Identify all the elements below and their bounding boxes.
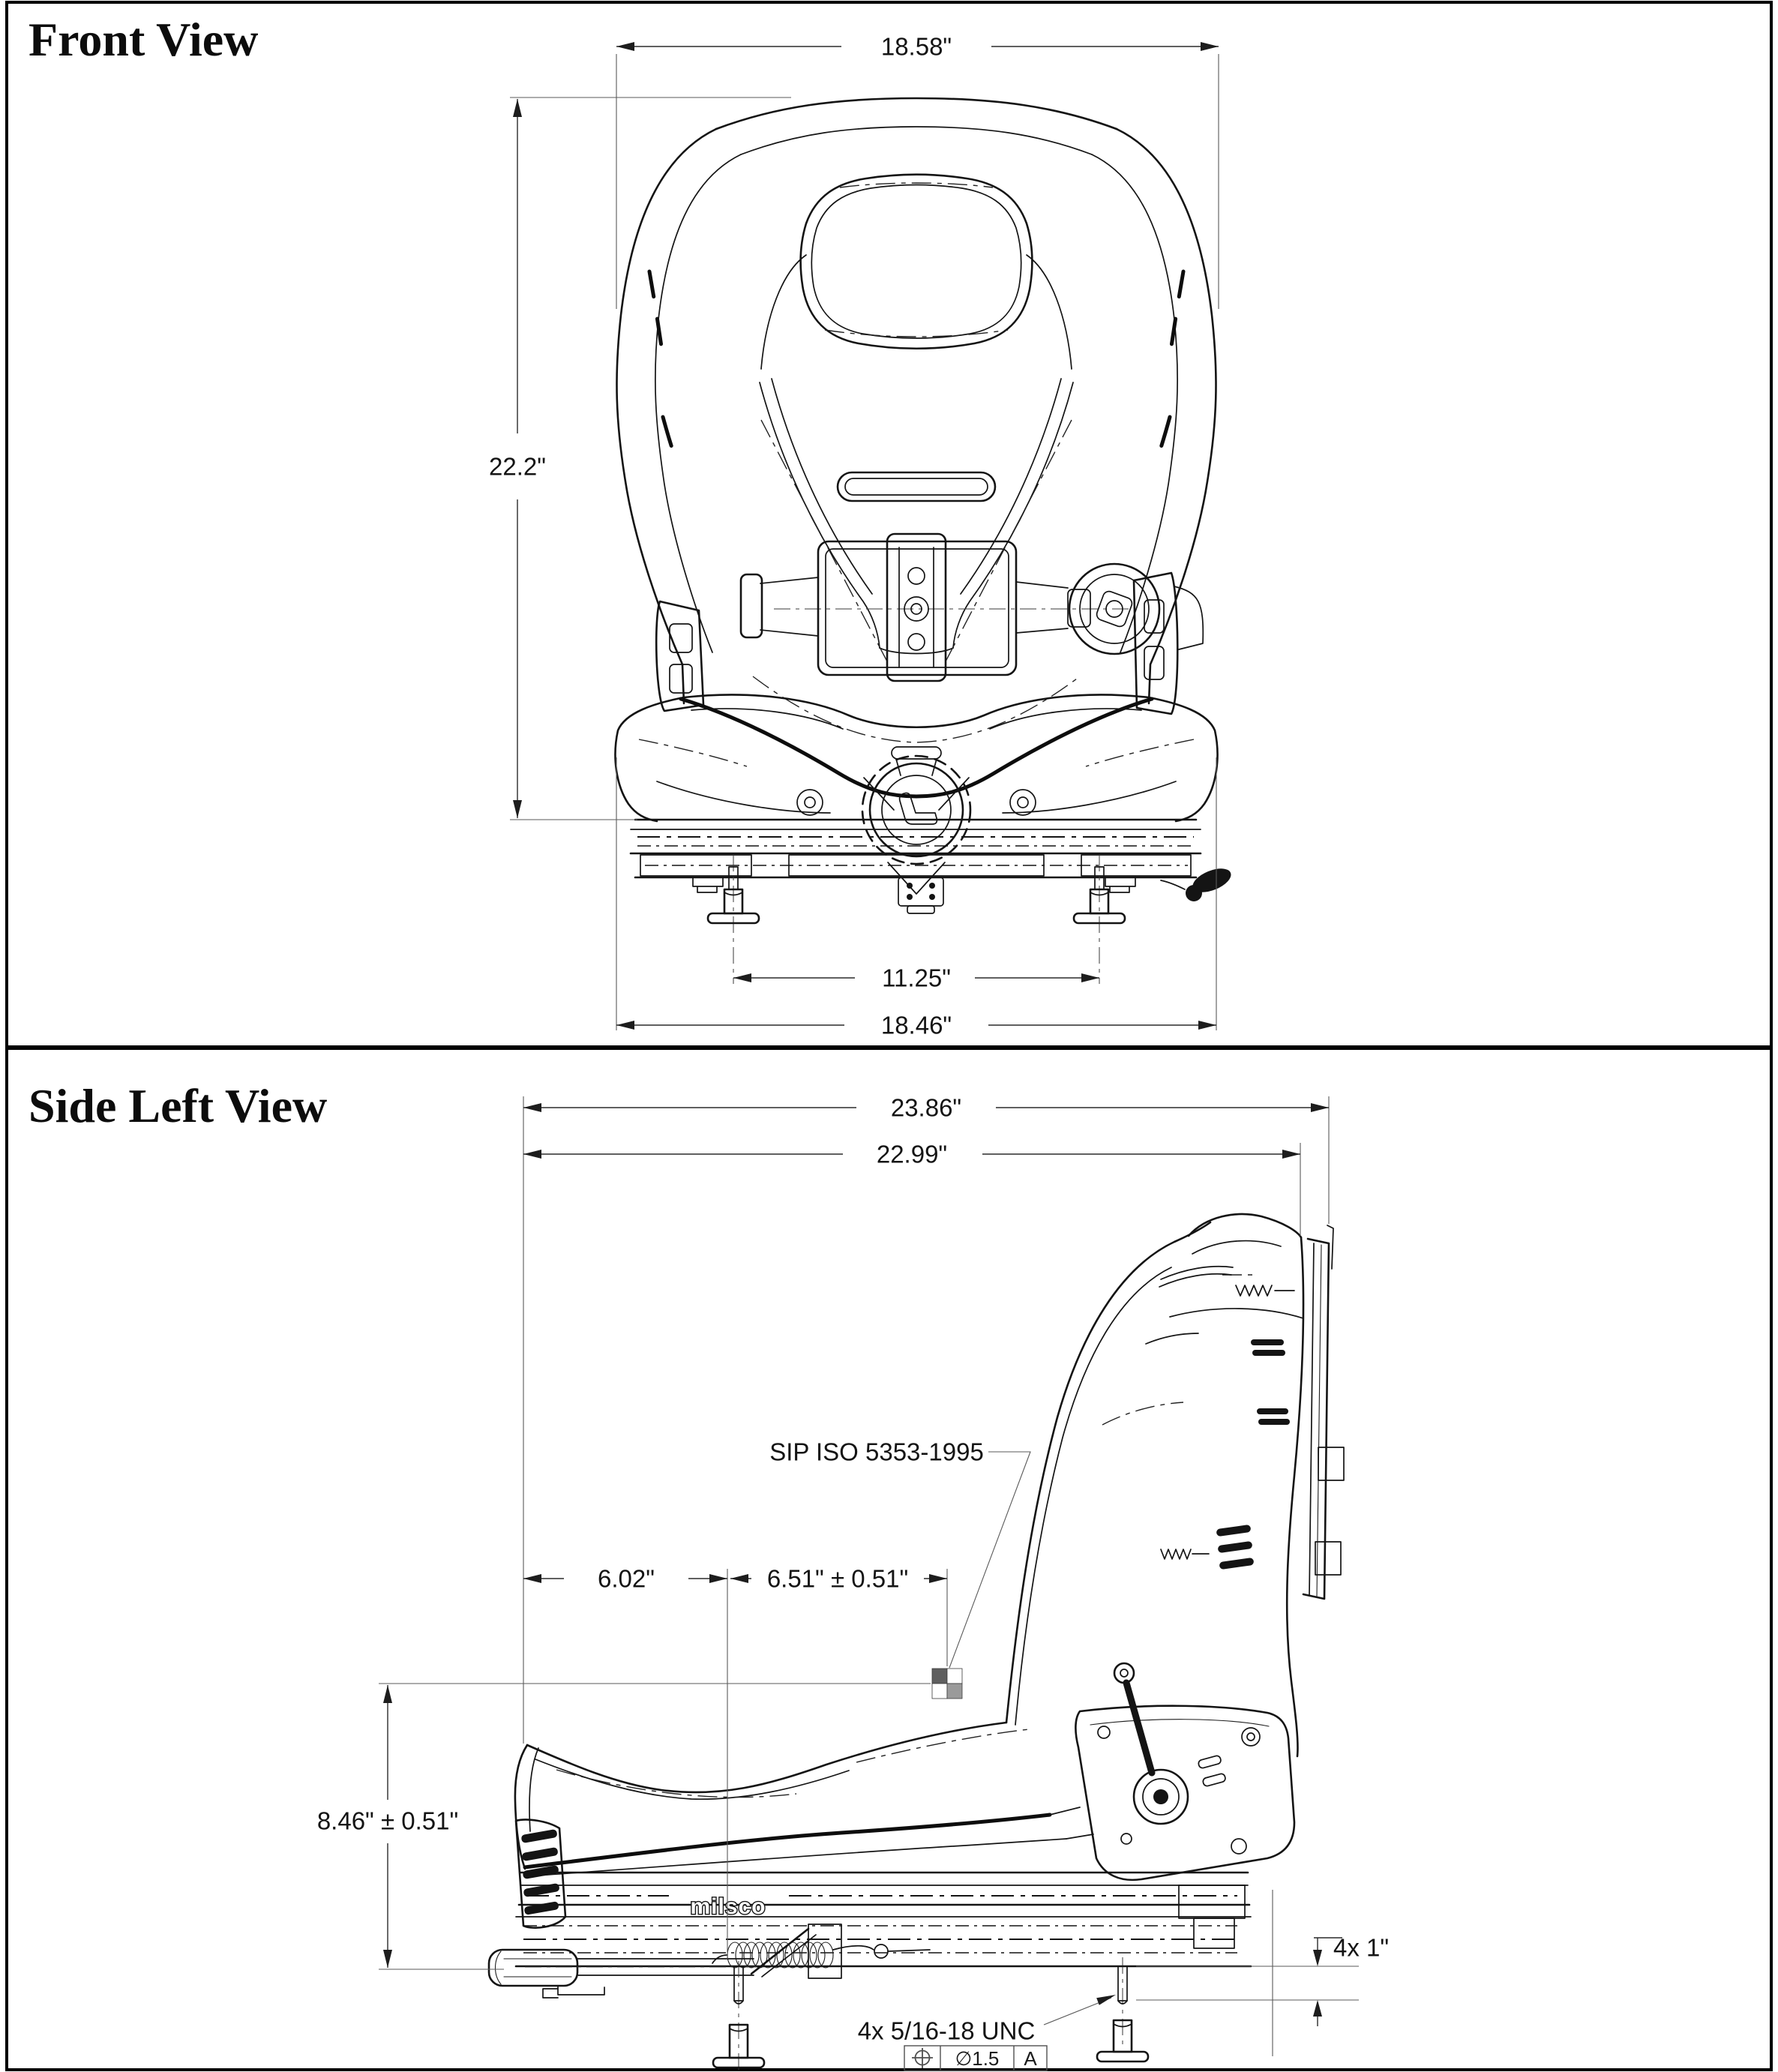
drawing-line	[1317, 1245, 1321, 1597]
drawing-line	[616, 129, 716, 703]
drawing-line	[716, 98, 1117, 129]
drawing-line	[1097, 2052, 1148, 2062]
drawing-line	[681, 699, 1152, 796]
side-flaps	[656, 573, 1203, 714]
drawing-line	[1303, 1239, 1329, 1599]
screw-icon	[1236, 1285, 1294, 1296]
drawing-line	[558, 1986, 604, 1995]
drawing-line	[1050, 1807, 1080, 1815]
drawing-line	[615, 697, 684, 821]
seat-cushion-front	[615, 694, 1217, 821]
headrest-opening	[801, 175, 1033, 349]
drawing-line	[730, 1574, 748, 1583]
drawing-line	[655, 154, 741, 652]
tolerance-datum: A	[1024, 2047, 1037, 2070]
tolerance-value: ∅1.5	[955, 2047, 1000, 2070]
sip-annotation	[379, 1438, 1030, 1699]
drawing-line	[741, 127, 1092, 154]
drawing-line	[1126, 1683, 1152, 1773]
rear-mount-strip	[1161, 1225, 1344, 1599]
side-seat-drawing	[489, 1214, 1344, 2070]
drawing-line	[1149, 697, 1218, 821]
tolerance-frame	[904, 2046, 1047, 2071]
drawing-line	[1086, 739, 1194, 766]
dim-label-back-width: 18.58"	[880, 32, 952, 61]
drawing-line	[908, 568, 925, 584]
drawing-line	[1016, 582, 1068, 588]
drawing-line	[670, 664, 692, 693]
screw-icon-lower	[1161, 1549, 1209, 1559]
drawing-line	[616, 1021, 634, 1030]
release-handle	[1161, 864, 1234, 901]
dim-mount-spacing	[733, 964, 1099, 992]
drawing-line	[1186, 885, 1202, 901]
recline-lever	[1114, 1663, 1152, 1773]
drawing-line	[961, 379, 1061, 594]
drawing-line	[1251, 1339, 1284, 1345]
drawing-line	[1114, 1663, 1134, 1683]
drawing-line	[1194, 1918, 1234, 1948]
drawing-line	[639, 739, 747, 766]
dim-label-body-depth: 22.99"	[876, 1140, 948, 1168]
drawing-line	[1311, 1103, 1329, 1112]
drawing-line	[1092, 154, 1177, 652]
drawing-line	[833, 1946, 874, 1950]
drawing-line	[1287, 1237, 1303, 1756]
drawing-line	[953, 382, 1073, 648]
drawing-line	[1066, 1834, 1093, 1839]
drawing-line	[1134, 573, 1177, 714]
drawing-line	[818, 541, 1016, 675]
drawing-line	[1010, 790, 1036, 815]
side-view-title: Side Left View	[28, 1079, 328, 1132]
drawing-line	[1161, 1267, 1233, 1279]
seat-cushion-side	[515, 1723, 1066, 1876]
drawing-line	[383, 1685, 392, 1703]
side-view-panel	[28, 1079, 1389, 2071]
drawing-line	[1161, 880, 1185, 889]
drawing-line	[1202, 1773, 1226, 1786]
drawing-line	[1117, 129, 1216, 703]
drawing-line	[515, 1745, 527, 1869]
drawing-line	[907, 894, 913, 900]
drawing-line	[693, 877, 723, 892]
drawing-line	[1006, 1222, 1210, 1723]
drawing-line	[753, 676, 1080, 742]
drawing-line	[929, 883, 935, 889]
dim-stud-length	[1136, 1890, 1389, 2056]
drawing-line	[1179, 1885, 1245, 1918]
drawing-line	[1242, 1728, 1260, 1746]
drawing-line	[760, 630, 818, 636]
drawing-line	[709, 1574, 727, 1583]
recline-mechanism	[741, 534, 1159, 681]
dim-label-mount-to-sip: 6.51" ± 0.51"	[766, 1564, 909, 1593]
drawing-line	[1231, 1839, 1246, 1854]
drawing-line	[1192, 1241, 1281, 1254]
drawing-line	[543, 1989, 558, 1998]
drawing-line	[887, 534, 946, 681]
suspension-base-front	[631, 820, 1234, 913]
drawing-line	[521, 1847, 558, 1861]
drawing-line	[845, 478, 988, 495]
drawing-line	[1309, 1243, 1314, 1596]
drawing-line	[818, 1942, 833, 1968]
drawing-line	[520, 1829, 557, 1843]
drawing-line	[1018, 797, 1028, 808]
drawing-line	[870, 763, 963, 856]
drawing-line	[907, 883, 913, 889]
drawing-line	[1198, 1021, 1216, 1030]
drawing-line	[772, 379, 872, 594]
drawing-line	[838, 472, 995, 501]
dim-label-base-width: 18.46"	[880, 1011, 952, 1039]
drawing-line	[684, 694, 1149, 727]
drawing-line	[616, 42, 634, 51]
drawing-line	[1247, 1733, 1255, 1741]
drawing-line	[670, 624, 692, 652]
dim-overall-depth	[523, 1094, 1329, 1744]
sip-point-marker	[932, 1669, 962, 1699]
drawing-line	[1016, 628, 1068, 633]
drawing-line	[1161, 1549, 1191, 1559]
dim-sip-height	[317, 1685, 504, 1969]
drawing-line	[1121, 1834, 1132, 1844]
drawing-line	[1096, 1995, 1116, 2005]
dim-mount-to-sip	[730, 1565, 947, 1667]
backrest-outline	[616, 98, 1216, 703]
drawing-line	[1120, 1669, 1128, 1677]
drawing-line	[1081, 973, 1099, 982]
drawing-line	[947, 1684, 962, 1699]
drawing-line	[523, 1103, 541, 1112]
drawing-line	[1201, 42, 1219, 51]
drawing-line	[1105, 877, 1135, 892]
drawing-line	[1102, 1402, 1183, 1425]
drawing-line	[1027, 255, 1072, 369]
drawing-line	[525, 1815, 1050, 1867]
drawing-line	[797, 790, 823, 815]
drawing-line	[741, 574, 762, 637]
drawing-line	[1313, 2000, 1322, 2017]
drawing-line	[1236, 1285, 1272, 1296]
drawing-line	[1144, 646, 1164, 679]
drawing-line	[949, 1452, 1030, 1668]
recliner-plate	[1050, 1663, 1294, 1880]
front-view-panel	[28, 13, 1234, 1039]
drawing-line	[1318, 1447, 1344, 1480]
dim-label-mount-spacing: 11.25"	[882, 964, 951, 992]
drawing-line	[1090, 1720, 1269, 1726]
drawing-line	[856, 1729, 1029, 1762]
drawing-line	[874, 1945, 888, 1958]
suspension-spring	[712, 1942, 930, 1968]
drawing-line	[862, 756, 970, 864]
drawing-line	[1258, 1419, 1290, 1425]
mount-studs-side	[713, 1957, 1148, 2070]
drawing-line	[805, 797, 815, 808]
drawing-line	[760, 382, 880, 648]
drawing-line	[802, 1942, 817, 1968]
drawing-line	[1282, 1150, 1300, 1159]
drawing-line	[908, 634, 925, 650]
front-seat-drawing	[615, 98, 1234, 984]
drawing-line	[760, 577, 818, 583]
drawing-line	[810, 1942, 825, 1968]
dim-back-width	[616, 33, 1219, 310]
drawing-line	[513, 99, 522, 117]
position-tolerance-icon	[912, 2048, 933, 2068]
drawing-line	[1075, 1706, 1294, 1880]
drawing-line	[811, 185, 1021, 339]
drawing-line	[1218, 1541, 1253, 1553]
drawing-line	[1219, 1558, 1255, 1570]
drawing-line	[1153, 1789, 1168, 1804]
dim-label-sip-height: 8.46" ± 0.51"	[316, 1807, 459, 1835]
drawing-line	[489, 1950, 577, 1986]
back-frame-contours	[753, 255, 1080, 742]
dim-label-front-to-mount: 6.02"	[598, 1564, 655, 1593]
drawing-line	[932, 1684, 947, 1699]
drawing-line	[657, 781, 830, 813]
drawing-line	[383, 1950, 392, 1968]
drawing-line	[736, 1942, 751, 1968]
drawing-line	[929, 1574, 947, 1583]
drawing-line	[761, 255, 806, 369]
drawing-line	[523, 1150, 541, 1159]
drawing-line	[888, 1950, 930, 1951]
dim-body-depth	[523, 1141, 1300, 1237]
dim-label-overall-height: 22.2"	[489, 452, 546, 481]
drawing-line	[892, 747, 941, 759]
drawing-line	[744, 1942, 759, 1968]
drawing-line	[523, 1574, 541, 1583]
drawing-line	[513, 800, 522, 818]
drawing-line	[947, 1669, 962, 1684]
drawing-line	[1216, 1525, 1252, 1537]
drawing-line	[1257, 1408, 1288, 1414]
drawing-line	[1098, 1726, 1110, 1738]
dim-label-stud-length: 4x 1"	[1333, 1933, 1390, 1962]
slide-adjuster-handle	[489, 1924, 841, 1998]
drawing-line	[1315, 1542, 1341, 1575]
drawing-line	[882, 775, 951, 844]
drawing-line	[535, 1759, 849, 1799]
drawing-line	[523, 1901, 559, 1915]
drawing-line	[1170, 1309, 1303, 1318]
drawing-line	[1198, 1755, 1222, 1768]
drawing-line	[1313, 1950, 1322, 1966]
drawing-line	[1174, 586, 1203, 649]
sip-label: SIP ISO 5353-1995	[769, 1438, 984, 1466]
stud-spec-label: 4x 5/16-18 UNC	[857, 2017, 1036, 2045]
drawing-line	[932, 1669, 947, 1684]
drawing-line	[907, 906, 934, 913]
drawing-line	[1146, 1333, 1198, 1344]
drawing-line	[733, 973, 751, 982]
drawing-line	[663, 417, 677, 463]
dim-base-width	[616, 757, 1216, 1039]
drawing-line	[1156, 417, 1170, 463]
brand-logo: milsco	[690, 1894, 766, 1919]
front-view-title: Front View	[28, 13, 259, 66]
drawing-line	[727, 1942, 742, 1968]
drawing-line	[929, 894, 935, 900]
drawing-line	[496, 1951, 502, 1984]
dim-label-overall-depth: 23.86"	[890, 1093, 962, 1122]
stud-spec-annotation	[858, 1995, 1116, 2071]
drawing-line	[1252, 1350, 1285, 1356]
drawing-line	[1003, 781, 1176, 813]
